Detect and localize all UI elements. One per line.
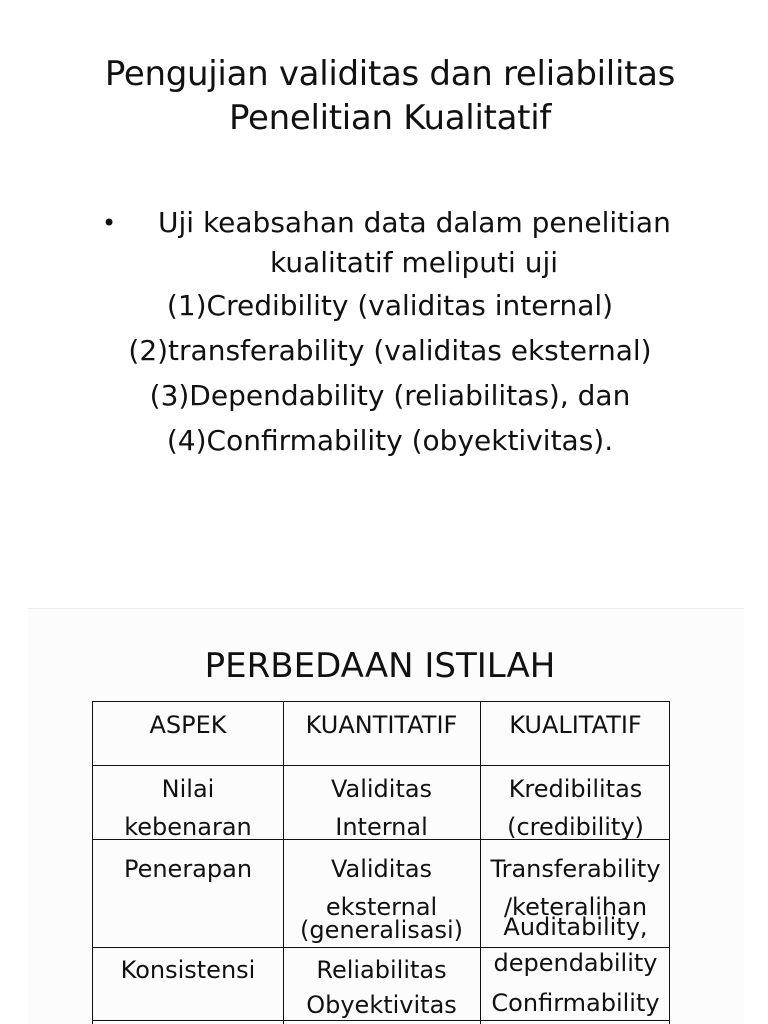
table-cell: Validitas — [330, 775, 433, 803]
table-cell: Auditability, — [503, 913, 648, 941]
table-cell: Obyektivitas — [306, 991, 457, 1019]
comparison-title: PERBEDAAN ISTILAH — [204, 646, 556, 686]
table-cell: Nilai — [161, 775, 215, 803]
bullet-icon: • — [102, 209, 117, 237]
test-item-credibility: (1)Credibility (validitas internal) — [166, 289, 614, 322]
table-cell: Penerapan — [123, 855, 253, 883]
bullet-text-line-2: kualitatif meliputi uji — [270, 246, 559, 279]
test-item-transferability: (2)transferability (validitas eksternal) — [128, 334, 652, 367]
table-header-kualitatif: KUALITATIF — [509, 711, 642, 739]
table-divider-horizontal — [93, 765, 669, 766]
table-cell: Transferability — [490, 855, 661, 883]
table-cell: kebenaran — [124, 813, 252, 841]
test-item-dependability: (3)Dependability (reliabilitas), dan — [149, 379, 631, 412]
slide-title — [0, 52, 768, 140]
table-header-aspek: ASPEK — [149, 711, 227, 739]
table-cell: Kredibilitas — [508, 775, 643, 803]
comparison-table — [92, 701, 670, 1024]
test-item-confirmability: (4)Confirmability (obyektivitas). — [166, 424, 614, 457]
table-cell: Reliabilitas — [316, 956, 447, 984]
slide-comparison — [28, 608, 744, 1024]
table-cell: dependability — [493, 949, 658, 977]
bullet-text-line-1: Uji keabsahan data dalam penelitian — [158, 206, 671, 239]
table-cell: Konsistensi — [120, 956, 256, 984]
table-cell: Validitas — [330, 855, 433, 883]
table-cell: eksternal — [325, 893, 438, 921]
table-cell: Confirmability — [491, 989, 660, 1017]
table-header-kuantitatif: KUANTITATIF — [305, 711, 458, 739]
table-cell: Internal — [335, 813, 428, 841]
slide-title-line-2: Penelitian Kualitatif — [228, 98, 552, 138]
table-cell: (credibility) — [507, 813, 644, 841]
slide-title-line-1: Pengujian validitas dan reliabilitas — [104, 54, 676, 94]
table-cell: /keteralihan — [503, 893, 648, 921]
table-cell: (generalisasi) — [300, 916, 463, 944]
